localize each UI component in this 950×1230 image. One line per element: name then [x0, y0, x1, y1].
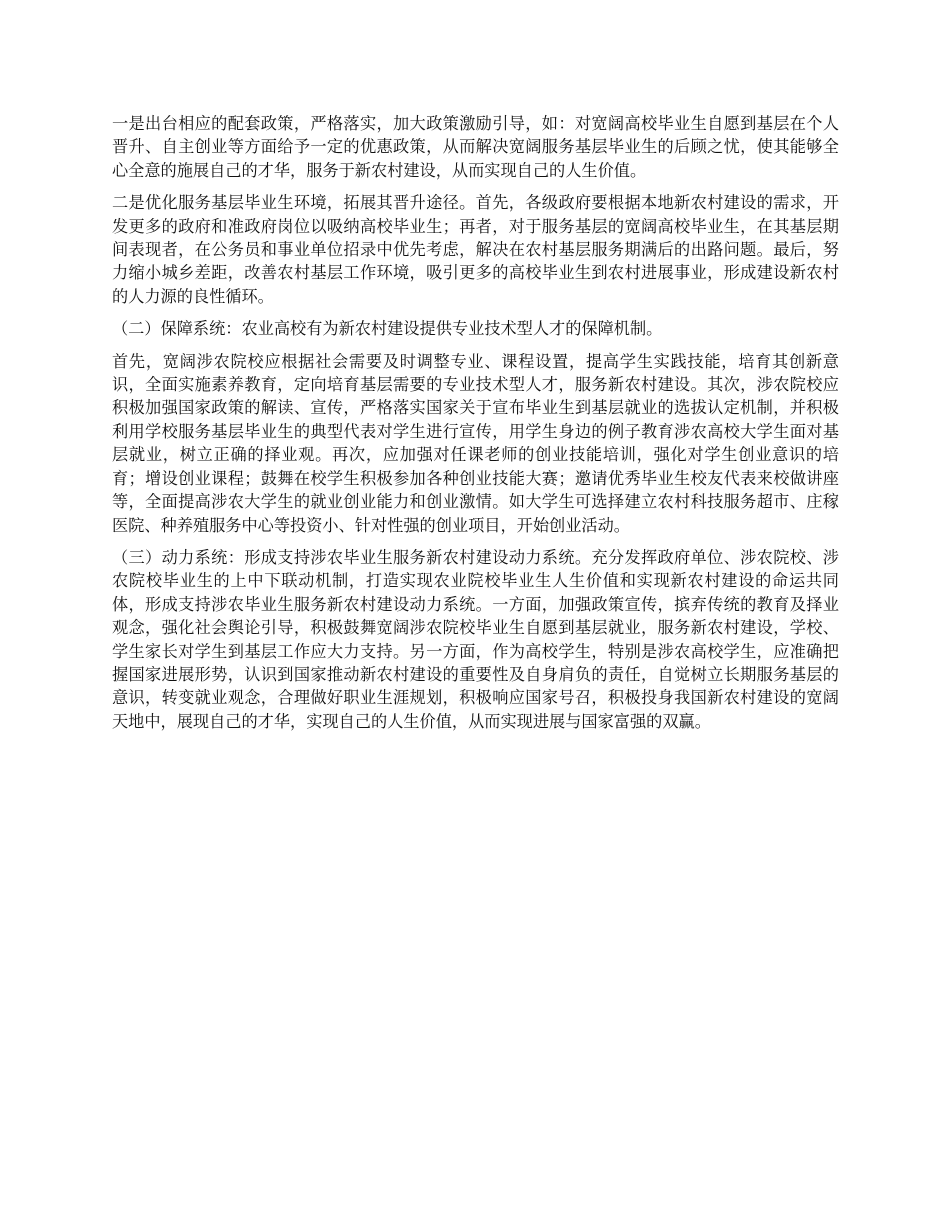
paragraph-environment: 二是优化服务基层毕业生环境，拓展其晋升途径。首先，各级政府要根据本地新农村建设的需求，开发更多的政府和准政府岗位以吸纳高校毕业生；再者，对于服务基层的宽阔高校毕业生，在其基层期间表现者，在公务员和事业单位招录中优先考虑，解决在农村基层服务期满后的出路问题。最后，努力缩小城乡差距，改善农村基层工作环境，吸引更多的高校毕业生到农村进展事业，形成建设新农村的人力源的良性循环。 — [112, 193, 839, 306]
document-page — [112, 112, 839, 742]
paragraph-motivation-system: （三）动力系统：形成支持涉农毕业生服务新农村建设动力系统。充分发挥政府单位、涉农院校、涉农院校毕业生的上中下联动机制，打造实现农业院校毕业生人生价值和实现新农村建设的命运共同体，形成支持涉农毕业生服务新农村建设动力系统。一方面，加强政策宣传，摈弃传统的教育及择业观念，强化社会舆论引导，积极鼓舞宽阔涉农院校毕业生自愿到基层就业，服务新农村建设，学校、学生家长对学生到基层工作应大力支持。另一方面，作为高校学生，特别是涉农高校学生，应准确把握国家进展形势，认识到国家推动新农村建设的重要性及自身肩负的责任，自觉树立长期服务基层的意识，转变就业观念，合理做好职业生涯规划，积极响应国家号召，积极投身我国新农村建设的宽阔天地中，展现自己的才华，实现自己的人生价值，从而实现进展与国家富强的双赢。 — [112, 547, 839, 731]
paragraph-training: 首先，宽阔涉农院校应根据社会需要及时调整专业、课程设置，提高学生实践技能，培育其创新意识，全面实施素养教育，定向培育基层需要的专业技术型人才，服务新农村建设。其次，涉农院校应积极加强国家政策的解读、宣传，严格落实国家关于宣布毕业生到基层就业的选拔认定机制，并积极利用学校服务基层毕业生的典型代表对学生进行宣传，用学生身边的例子教育涉农高校大学生面对基层就业，树立正确的择业观。再次，应加强对任课老师的创业技能培训，强化对学生创业意识的培育；增设创业课程；鼓舞在校学生积极参加各种创业技能大赛；邀请优秀毕业生校友代表来校做讲座等，全面提高涉农大学生的就业创业能力和创业激情。如大学生可选择建立农村科技服务超市、庄稼医院、种养殖服务中心等投资小、针对性强的创业项目，开始创业活动。 — [112, 351, 839, 535]
paragraph-heading-guarantee-system: （二）保障系统：农业高校有为新农村建设提供专业技术型人才的保障机制。 — [112, 319, 663, 339]
paragraph-policy: 一是出台相应的配套政策，严格落实，加大政策激励引导，如：对宽阔高校毕业生自愿到基层在个人晋升、自主创业等方面给予一定的优惠政策，从而解决宽阔服务基层毕业生的后顾之忧，使其能够全心全意的施展自己的才华，服务于新农村建设，从而实现自己的人生价值。 — [112, 114, 839, 180]
